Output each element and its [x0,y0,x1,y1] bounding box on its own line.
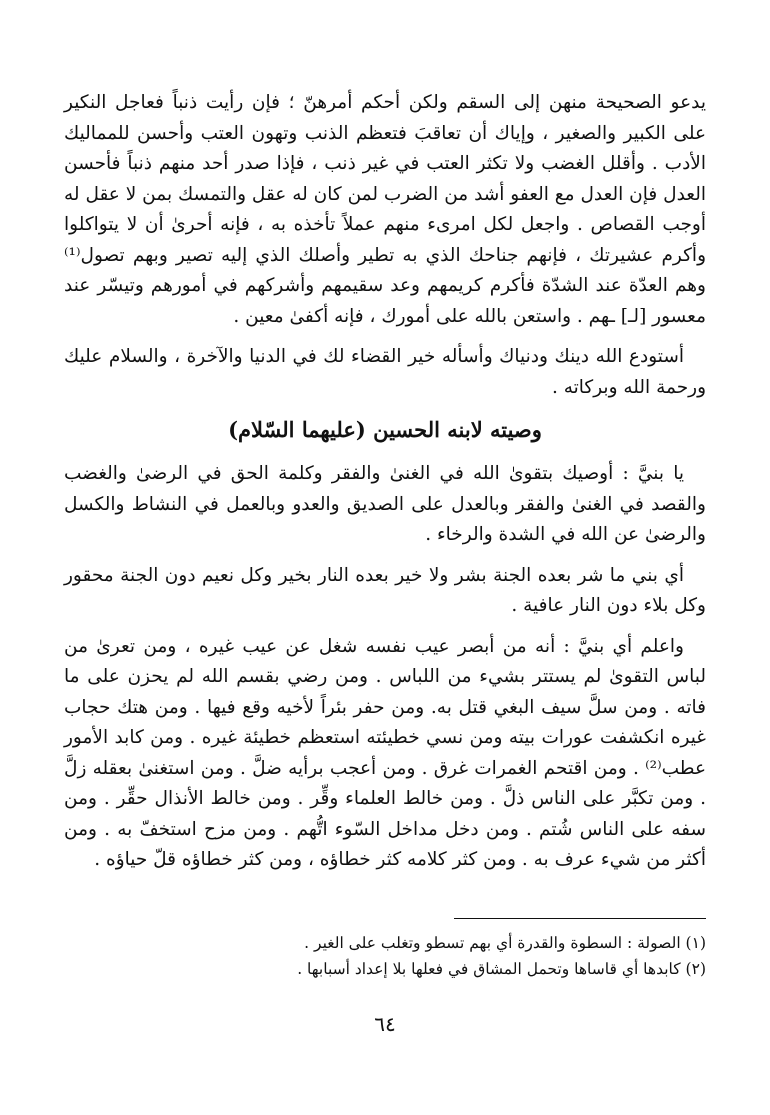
paragraph-1: يدعو الصحيحة منهن إلى السقم ولكن أحكم أمرهنّ ؛ فإن رأيت ذنباً فعاجل النكير على الكبير والصغير ، وإياك أن تعاقبَ فتعظم الذنب وتهون العتب وأحسن للمماليك الأدب . وأقلل الغضب ولا تكثر العتب في غير ذنب ، فإذا صدر أحد منهم ذنباً فأحسن العدل فإن العدل مع العفو أشد من الضرب لمن كان له عقل والتمسك بمن لا عقل له أوجب القصاص . واجعل لكل امرىء منهم عملاً تأخذه به ، فإنه أحرىٰ أن لا يتواكلوا وأكرم عشيرتك ، فإنهم جناحك الذي به تطير وأصلك الذي إليه تصير وبهم تصول⁽¹⁾ وهم العدّة عند الشدّة فأكرم كريمهم وعد سقيمهم وأشركهم في أمورهم وتيسّر عند معسور [لـ] ـهم . واستعن بالله على أمورك ، فإنه أكفىٰ معين . [64,92,706,327]
paragraph-4: أي بني ما شر بعده الجنة بشر ولا خير بعده النار بخير وكل نعيم دون الجنة محقور وكل بلاء دون النار عافية . [64,564,706,616]
paragraph-5: واعلم أي بنيَّ : أنه من أبصر عيب نفسه شغل عن عيب غيره ، ومن تعرىٰ من لباس التقوىٰ لم يستتر بشيء من اللباس . ومن رضي بقسم الله لم يحزن على ما فاته . ومن سلَّ سيف البغي قتل به. ومن حفر بئراً لأخيه وقع فيها . ومن هتك حجاب غيره انكشفت عورات بيته ومن نسي خطيئته استعظم خطيئة غيره . ومن كابد الأمور عطب⁽²⁾ . ومن اقتحم الغمرات غرق . ومن أعجب برأيه ضلَّ . ومن استغنىٰ بعقله زلَّ . ومن تكبَّر على الناس ذلَّ . ومن خالط العلماء وقِّر . ومن خالط الأنذال حقِّر . ومن سفه على الناس شُتم . ومن دخل مداخل السّوء اتُّهم . ومن مزح استخفّ به . ومن أكثر من شيء عرف به . ومن كثر كلامه كثر خطاؤه ، ومن كثر خطاؤه قلّ حياؤه . [64,635,706,870]
footnote-1: (١) الصولة : السطوة والقدرة أي بهم تسطو وتغلب على الغير . [304,934,706,952]
footnotes [64,930,706,982]
footnote-divider [454,918,706,919]
footnote-2: (٢) كابدها أي قاساها وتحمل المشاق في فعلها بلا إعداد أسبابها . [297,960,706,978]
body-text [64,88,706,886]
paragraph-3: يا بنيَّ : أوصيك بتقوىٰ الله في الغنىٰ والفقر وكلمة الحق في الرضىٰ والغضب والقصد في الغنىٰ والفقر وبالعدل على الصديق والعدو وبالعمل في النشاط والكسل والرضىٰ عن الله في الشدة والرخاء . [64,463,706,545]
section-heading: وصيته لابنه الحسين (عليهما السّلام) [228,417,542,442]
paragraph-2: أستودع الله دينك ودنياك وأسأله خير القضاء لك في الدنيا والآخرة ، والسلام عليك ورحمة الله وبركاته . [64,346,706,398]
page-number: ٦٤ [374,1012,396,1036]
